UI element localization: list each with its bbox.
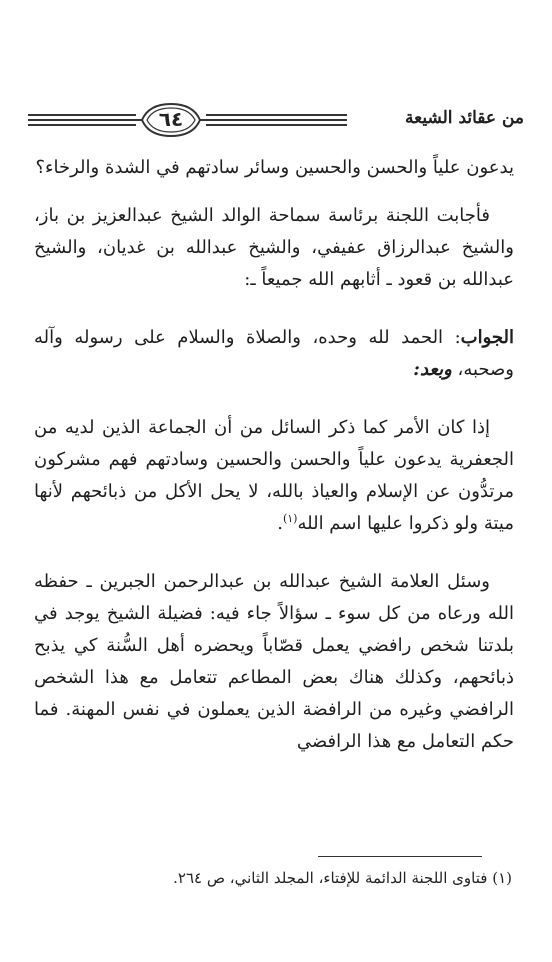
footnote-separator <box>318 856 482 857</box>
paragraph-2 <box>34 200 514 296</box>
paragraph-5 <box>34 566 514 758</box>
paragraph-1 <box>34 152 514 184</box>
footnote <box>34 866 512 890</box>
paragraph-end: . <box>277 513 283 534</box>
page-number: ٦٤ <box>158 107 184 131</box>
paragraph-text: : الحمد لله وحده، والصلاة والسلام على رسوله وآله وصحبه، <box>34 327 514 380</box>
header-rule-left <box>28 114 136 129</box>
answer-label: الجواب <box>460 327 514 348</box>
closing-phrase: وبعد: <box>413 359 452 380</box>
footnote-marker: (١) <box>492 869 512 887</box>
page-number-ornament <box>136 100 206 140</box>
header-rule-right <box>206 114 347 129</box>
paragraph-text: فأجابت اللجنة برئاسة سماحة الوالد الشيخ عبدالعزيز بن باز، والشيخ عبدالرزاق عفيفي، والشيخ عبدالله بن غديان، والشيخ عبدالله بن قعود ـ أثابهم الله جميعاً ـ: <box>34 205 514 290</box>
footnote-text: فتاوى اللجنة الدائمة للإفتاء، المجلد الثاني، ص ٢٦٤. <box>173 869 488 887</box>
main-text <box>34 152 514 784</box>
paragraph-3 <box>34 322 514 386</box>
running-title: من عقائد الشيعة <box>405 108 524 128</box>
page-header <box>28 100 524 148</box>
paragraph-text: إذا كان الأمر كما ذكر السائل من أن الجماعة الذين لديه من الجعفرية يدعون علياً والحسن والحسين وسادتهم فهم مشركون مرتدُّون عن الإسلام والعياذ بالله، لا يحل الأكل من ذبائحهم لأنها ميتة ولو ذكروا عليها اسم الله <box>34 417 514 534</box>
footnote-reference[interactable]: (١) <box>282 512 298 525</box>
paragraph-text: وسئل العلامة الشيخ عبدالله بن عبدالرحمن الجبرين ـ حفظه الله ورعاه من كل سوء ـ سؤالاً جاء فيه: فضيلة الشيخ يوجد في بلدتنا شخص رافضي يعمل قصّاباً ويحضره أهل السُّنة كي يذبح ذبائحهم، وكذلك هناك بعض المطاعم تتعامل مع هذا الشخص الرافضي وغيره من الرافضة الذين يعملون في نفس المهنة. فما حكم التعامل مع هذا الرافضي <box>34 571 514 752</box>
paragraph-4 <box>34 412 514 540</box>
paragraph-text: يدعون علياً والحسن والحسين وسائر سادتهم في الشدة والرخاء؟ <box>35 157 514 178</box>
